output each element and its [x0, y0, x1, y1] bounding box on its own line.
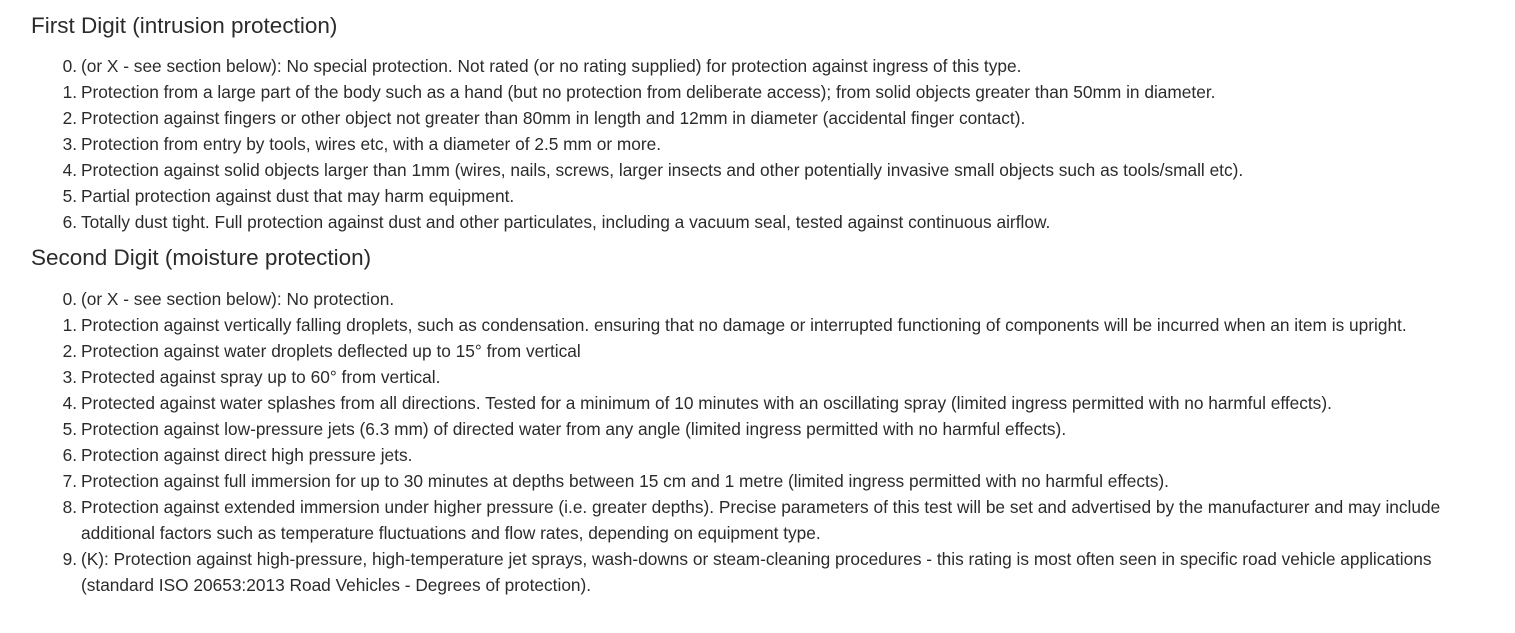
list-item: [31, 53, 1471, 79]
item-number: 4.: [62, 393, 77, 413]
second-digit-list: [31, 271, 1471, 598]
list-item: [31, 286, 1471, 312]
section-heading-second-digit: Second Digit (moisture protection): [31, 245, 372, 270]
list-item: [31, 131, 1471, 157]
item-text: Protection against water droplets deflected up to 15° from vertical: [81, 341, 581, 361]
item-number: 8.: [62, 497, 77, 517]
list-item: [31, 468, 1471, 494]
item-text: (K): Protection against high-pressure, high-temperature jet sprays, wash-downs or steam-cleaning procedures - this rating is most often seen in specific road vehicle applications (standard ISO 20653:2013 Road Vehicles - Degrees of protection).: [81, 549, 1432, 595]
list-item: [31, 105, 1471, 131]
item-number: 2.: [62, 341, 77, 361]
item-text: (or X - see section below): No special protection. Not rated (or no rating supplied) for protection against ingress of this type.: [81, 56, 1022, 76]
item-number: 6.: [62, 212, 77, 232]
list-item: [31, 183, 1471, 209]
item-number: 1.: [62, 315, 77, 335]
list-item: [31, 442, 1471, 468]
list-item: [31, 546, 1471, 598]
document-content: [31, 0, 1471, 598]
item-text: Protection against vertically falling droplets, such as condensation. ensuring that no damage or interrupted functioning of components will be incurred when an item is upright.: [81, 315, 1407, 335]
list-item: [31, 79, 1471, 105]
list-item: [31, 157, 1471, 183]
item-text: Protection against direct high pressure jets.: [81, 445, 413, 465]
first-digit-list: [31, 39, 1471, 235]
list-item: [31, 416, 1471, 442]
item-text: Protection against fingers or other object not greater than 80mm in length and 12mm in diameter (accidental finger contact).: [81, 108, 1026, 128]
item-text: Protection from a large part of the body such as a hand (but no protection from deliberate access); from solid objects greater than 50mm in diameter.: [81, 82, 1216, 102]
item-text: Protection against full immersion for up to 30 minutes at depths between 15 cm and 1 metre (limited ingress permitted with no harmful effects).: [81, 471, 1169, 491]
item-text: Totally dust tight. Full protection against dust and other particulates, including a vacuum seal, tested against continuous airflow.: [81, 212, 1051, 232]
item-number: 6.: [62, 445, 77, 465]
list-item: [31, 390, 1471, 416]
item-number: 5.: [62, 419, 77, 439]
item-text: Protection from entry by tools, wires etc, with a diameter of 2.5 mm or more.: [81, 134, 662, 154]
item-number: 5.: [62, 186, 77, 206]
item-text: (or X - see section below): No protection.: [81, 289, 395, 309]
item-text: Protected against spray up to 60° from vertical.: [81, 367, 441, 387]
list-item: [31, 364, 1471, 390]
item-text: Protection against solid objects larger than 1mm (wires, nails, screws, larger insects and other potentially invasive small objects such as tools/small etc).: [81, 160, 1244, 180]
item-text: Protected against water splashes from all directions. Tested for a minimum of 10 minutes with an oscillating spray (limited ingress permitted with no harmful effects).: [81, 393, 1332, 413]
item-number: 2.: [62, 108, 77, 128]
item-number: 1.: [62, 82, 77, 102]
item-number: 3.: [62, 134, 77, 154]
section-heading-first-digit: First Digit (intrusion protection): [31, 13, 338, 38]
list-item: [31, 338, 1471, 364]
item-number: 4.: [62, 160, 77, 180]
item-number: 0.: [62, 56, 77, 76]
item-number: 9.: [62, 549, 77, 569]
item-number: 0.: [62, 289, 77, 309]
list-item: [31, 494, 1471, 546]
list-item: [31, 209, 1471, 235]
item-text: Protection against low-pressure jets (6.3 mm) of directed water from any angle (limited ingress permitted with no harmful effects).: [81, 419, 1067, 439]
item-number: 3.: [62, 367, 77, 387]
list-item: [31, 312, 1471, 338]
item-number: 7.: [62, 471, 77, 491]
item-text: Protection against extended immersion under higher pressure (i.e. greater depths). Precise parameters of this test will be set and advertised by the manufacturer and may include additional factors such as temperature fluctuations and flow rates, depending on equipment type.: [81, 497, 1441, 543]
item-text: Partial protection against dust that may harm equipment.: [81, 186, 515, 206]
